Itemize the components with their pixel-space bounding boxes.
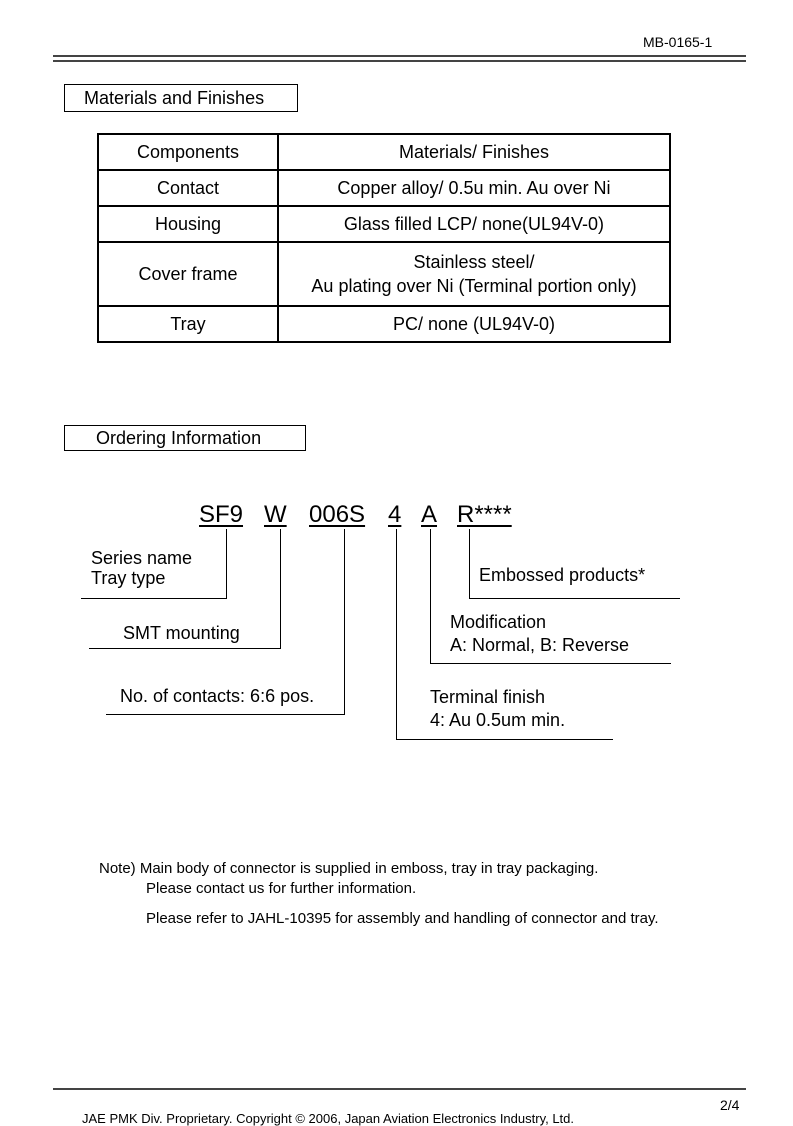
- leader-line: [396, 529, 397, 740]
- header-rule: [53, 55, 746, 57]
- code-part-series: SF9: [199, 501, 244, 528]
- code-part-packaging: R****: [457, 501, 512, 528]
- leader-line: [81, 598, 227, 599]
- note-line: Please contact us for further information.: [146, 880, 417, 897]
- table-row: [98, 242, 670, 306]
- leader-line: [344, 529, 345, 715]
- table-row: [98, 170, 670, 206]
- table-header-row: [98, 134, 670, 170]
- leader-line: [430, 529, 431, 664]
- code-part-modification: A: [421, 501, 438, 528]
- page-number: 2/4: [720, 1097, 740, 1113]
- material-cell: PC/ none (UL94V-0): [278, 306, 670, 342]
- leader-line: [469, 598, 680, 599]
- terminal-label-line: 4: Au 0.5um min.: [430, 710, 566, 730]
- leader-line: [280, 529, 281, 649]
- component-cell: Tray: [98, 306, 278, 342]
- leader-line: [469, 529, 470, 599]
- header-materials: Materials/ Finishes: [278, 134, 670, 170]
- series-label-line: Tray type: [91, 568, 166, 588]
- embossed-label: Embossed products*: [479, 565, 646, 585]
- leader-line: [226, 529, 227, 599]
- terminal-label: [430, 686, 565, 732]
- code-part-contacts: 006S: [309, 501, 366, 528]
- modification-label: [450, 611, 629, 657]
- material-cell: Copper alloy/ 0.5u min. Au over Ni: [278, 170, 670, 206]
- table-row: [98, 306, 670, 342]
- series-label-line: Series name: [91, 548, 193, 568]
- code-part-mounting: W: [264, 501, 287, 528]
- document-number: MB-0165-1: [643, 34, 713, 50]
- material-line: Au plating over Ni (Terminal portion only): [311, 276, 637, 296]
- terminal-label-line: Terminal finish: [430, 687, 546, 707]
- leader-line: [430, 663, 671, 664]
- ordering-section-title: Ordering Information: [64, 425, 306, 451]
- materials-table: [97, 133, 671, 343]
- component-cell: Housing: [98, 206, 278, 242]
- table-row: [98, 206, 670, 242]
- series-label: [91, 548, 192, 588]
- leader-line: [396, 739, 613, 740]
- component-cell: Contact: [98, 170, 278, 206]
- contacts-label: No. of contacts: 6:6 pos.: [120, 686, 315, 706]
- footer-rule: [53, 1088, 746, 1090]
- modification-label-line: Modification: [450, 612, 547, 632]
- materials-section-title: Materials and Finishes: [64, 84, 298, 112]
- material-cell: Glass filled LCP/ none(UL94V-0): [278, 206, 670, 242]
- component-cell: Cover frame: [98, 242, 278, 306]
- note-line: Please refer to JAHL-10395 for assembly and handling of connector and tray.: [146, 910, 659, 927]
- material-line: Stainless steel/: [413, 252, 535, 272]
- leader-line: [106, 714, 345, 715]
- copyright-text: JAE PMK Div. Proprietary. Copyright © 2006, Japan Aviation Electronics Industry, Ltd.: [82, 1111, 575, 1126]
- smt-label: SMT mounting: [123, 623, 240, 643]
- leader-line: [89, 648, 281, 649]
- modification-label-line: A: Normal, B: Reverse: [450, 635, 630, 655]
- note-line: Note) Main body of connector is supplied in emboss, tray in tray packaging.: [99, 860, 599, 877]
- code-part-terminal: 4: [388, 501, 402, 528]
- header-components: Components: [98, 134, 278, 170]
- header-rule: [53, 60, 746, 62]
- material-cell: [278, 242, 670, 306]
